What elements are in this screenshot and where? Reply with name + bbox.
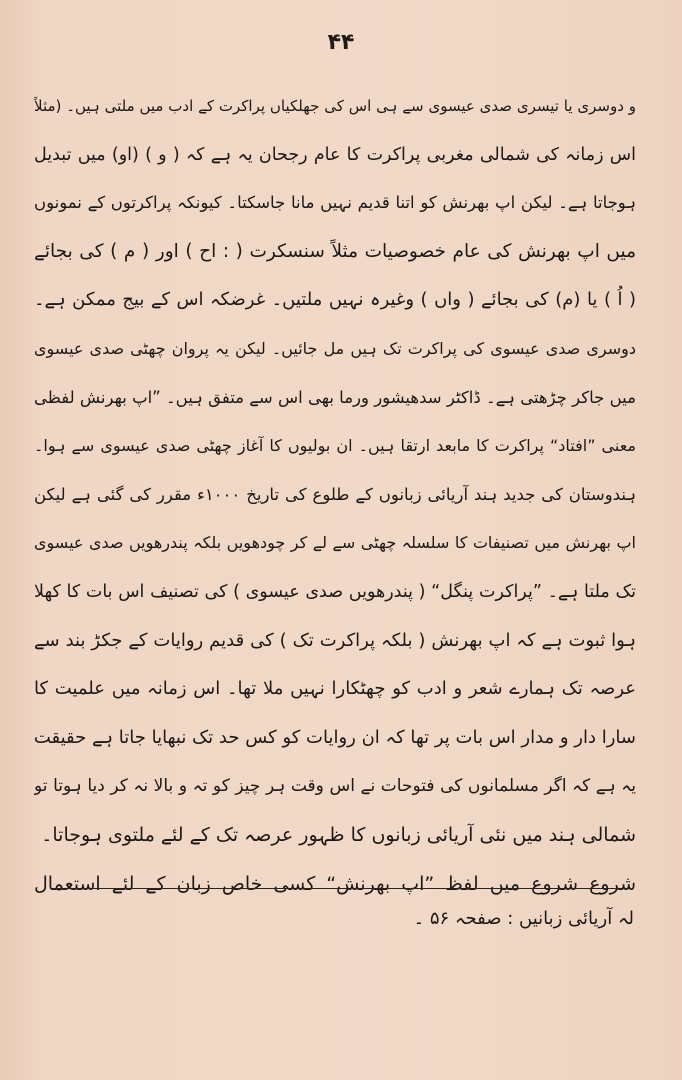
text-line: و دوسری یا تیسری صدی عیسوی سے ہی اس کی جھلکیاں پراکرت کے ادب میں ملتی ہیں۔ (مثلاً <box>34 97 636 115</box>
text-line: شروع شروع میں لفظ ”اپ بھرنش“ کسی خاص زبان کے لئے استعمال <box>34 872 636 895</box>
text-line: دوسری صدی عیسوی کی پراکرت تک ہیں مل جائیں۔ لیکن یہ پروان چھٹی صدی عیسوی <box>34 338 636 358</box>
text-line: میں اپ بھرنش کی عام خصوصیات مثلاً سنسکرت ( : اح ) اور ( م ) کی بجائے <box>34 240 636 262</box>
text-line: ہوا ثبوت ہے کہ اپ بھرنش ( بلکہ پراکرت تک ) کی قدیم روایات کے جکڑ بند سے <box>34 629 636 651</box>
text-line: ( اُ ) یا (م) کی بجائے ( واں ) وغیرہ نہیں ملتیں۔ غرضکہ اس کے بیج ممکن ہے۔ <box>34 289 636 311</box>
text-line: عرصہ تک ہمارے شعر و ادب کو چھٹکارا نہیں ملا تھا۔ اس زمانہ میں علمیت کا <box>34 678 636 700</box>
page-number: ۴۴ <box>327 30 355 55</box>
text-line: اس زمانہ کی شمالی مغربی پراکرت کا عام رجحان یہ ہے کہ ( و ) (او) میں تبدیل <box>34 144 636 165</box>
text-line: تک ملتا ہے۔ ”پراکرت پنگل“ ( پندرھویں صدی عیسوی ) کی تصنیف اس بات کا کھلا <box>34 581 636 602</box>
body-text <box>34 82 636 908</box>
text-line: ہوجاتا ہے۔ لیکن اپ بھرنش کو اتنا قدیم نہیں مانا جاسکتا۔ کیونکہ پراکرتوں کے نمونوں <box>34 193 636 213</box>
text-line: میں جاکر چڑھتی ہے۔ ڈاکٹر سدھیشور ورما بھی اس سے متفق ہیں۔ ”اپ بھرنش لفظی <box>34 387 636 407</box>
footnote: لہ آریائی زبانیں : صفحہ ۵۶ ۔ <box>413 908 634 929</box>
text-line: اپ بھرنش میں تصنیفات کا سلسلہ چھٹی سے لے کر چودھویں بلکہ پندرھویں صدی عیسوی <box>34 533 636 553</box>
text-line: یہ ہے کہ اگر مسلمانوں کی فتوحات نے اس وقت ہر چیز کو تہ و بالا نہ کر دیا ہوتا تو <box>34 776 636 797</box>
text-line: معنی ”افتاد“ پراکرت کا مابعد ارتقا ہیں۔ ان بولیوں کا آغاز چھٹی صدی عیسوی سے ہوا۔ <box>34 436 636 456</box>
footnote-divider <box>52 888 630 889</box>
text-line: سارا دار و مدار اس بات پر تھا کہ ان روایات کو کس حد تک نبھایا جاتا ہے حقیقت <box>34 726 636 748</box>
text-line: ہندوستان کی جدید ہند آریائی زبانوں کے طلوع کی تاریخ ۱۰۰۰ء مقرر کی گئی ہے لیکن <box>34 484 636 504</box>
text-line: شمالی ہند میں نئی آریائی زبانوں کا ظہور عرصہ تک کے لئے ملتوی ہوجاتا۔ <box>41 823 636 846</box>
